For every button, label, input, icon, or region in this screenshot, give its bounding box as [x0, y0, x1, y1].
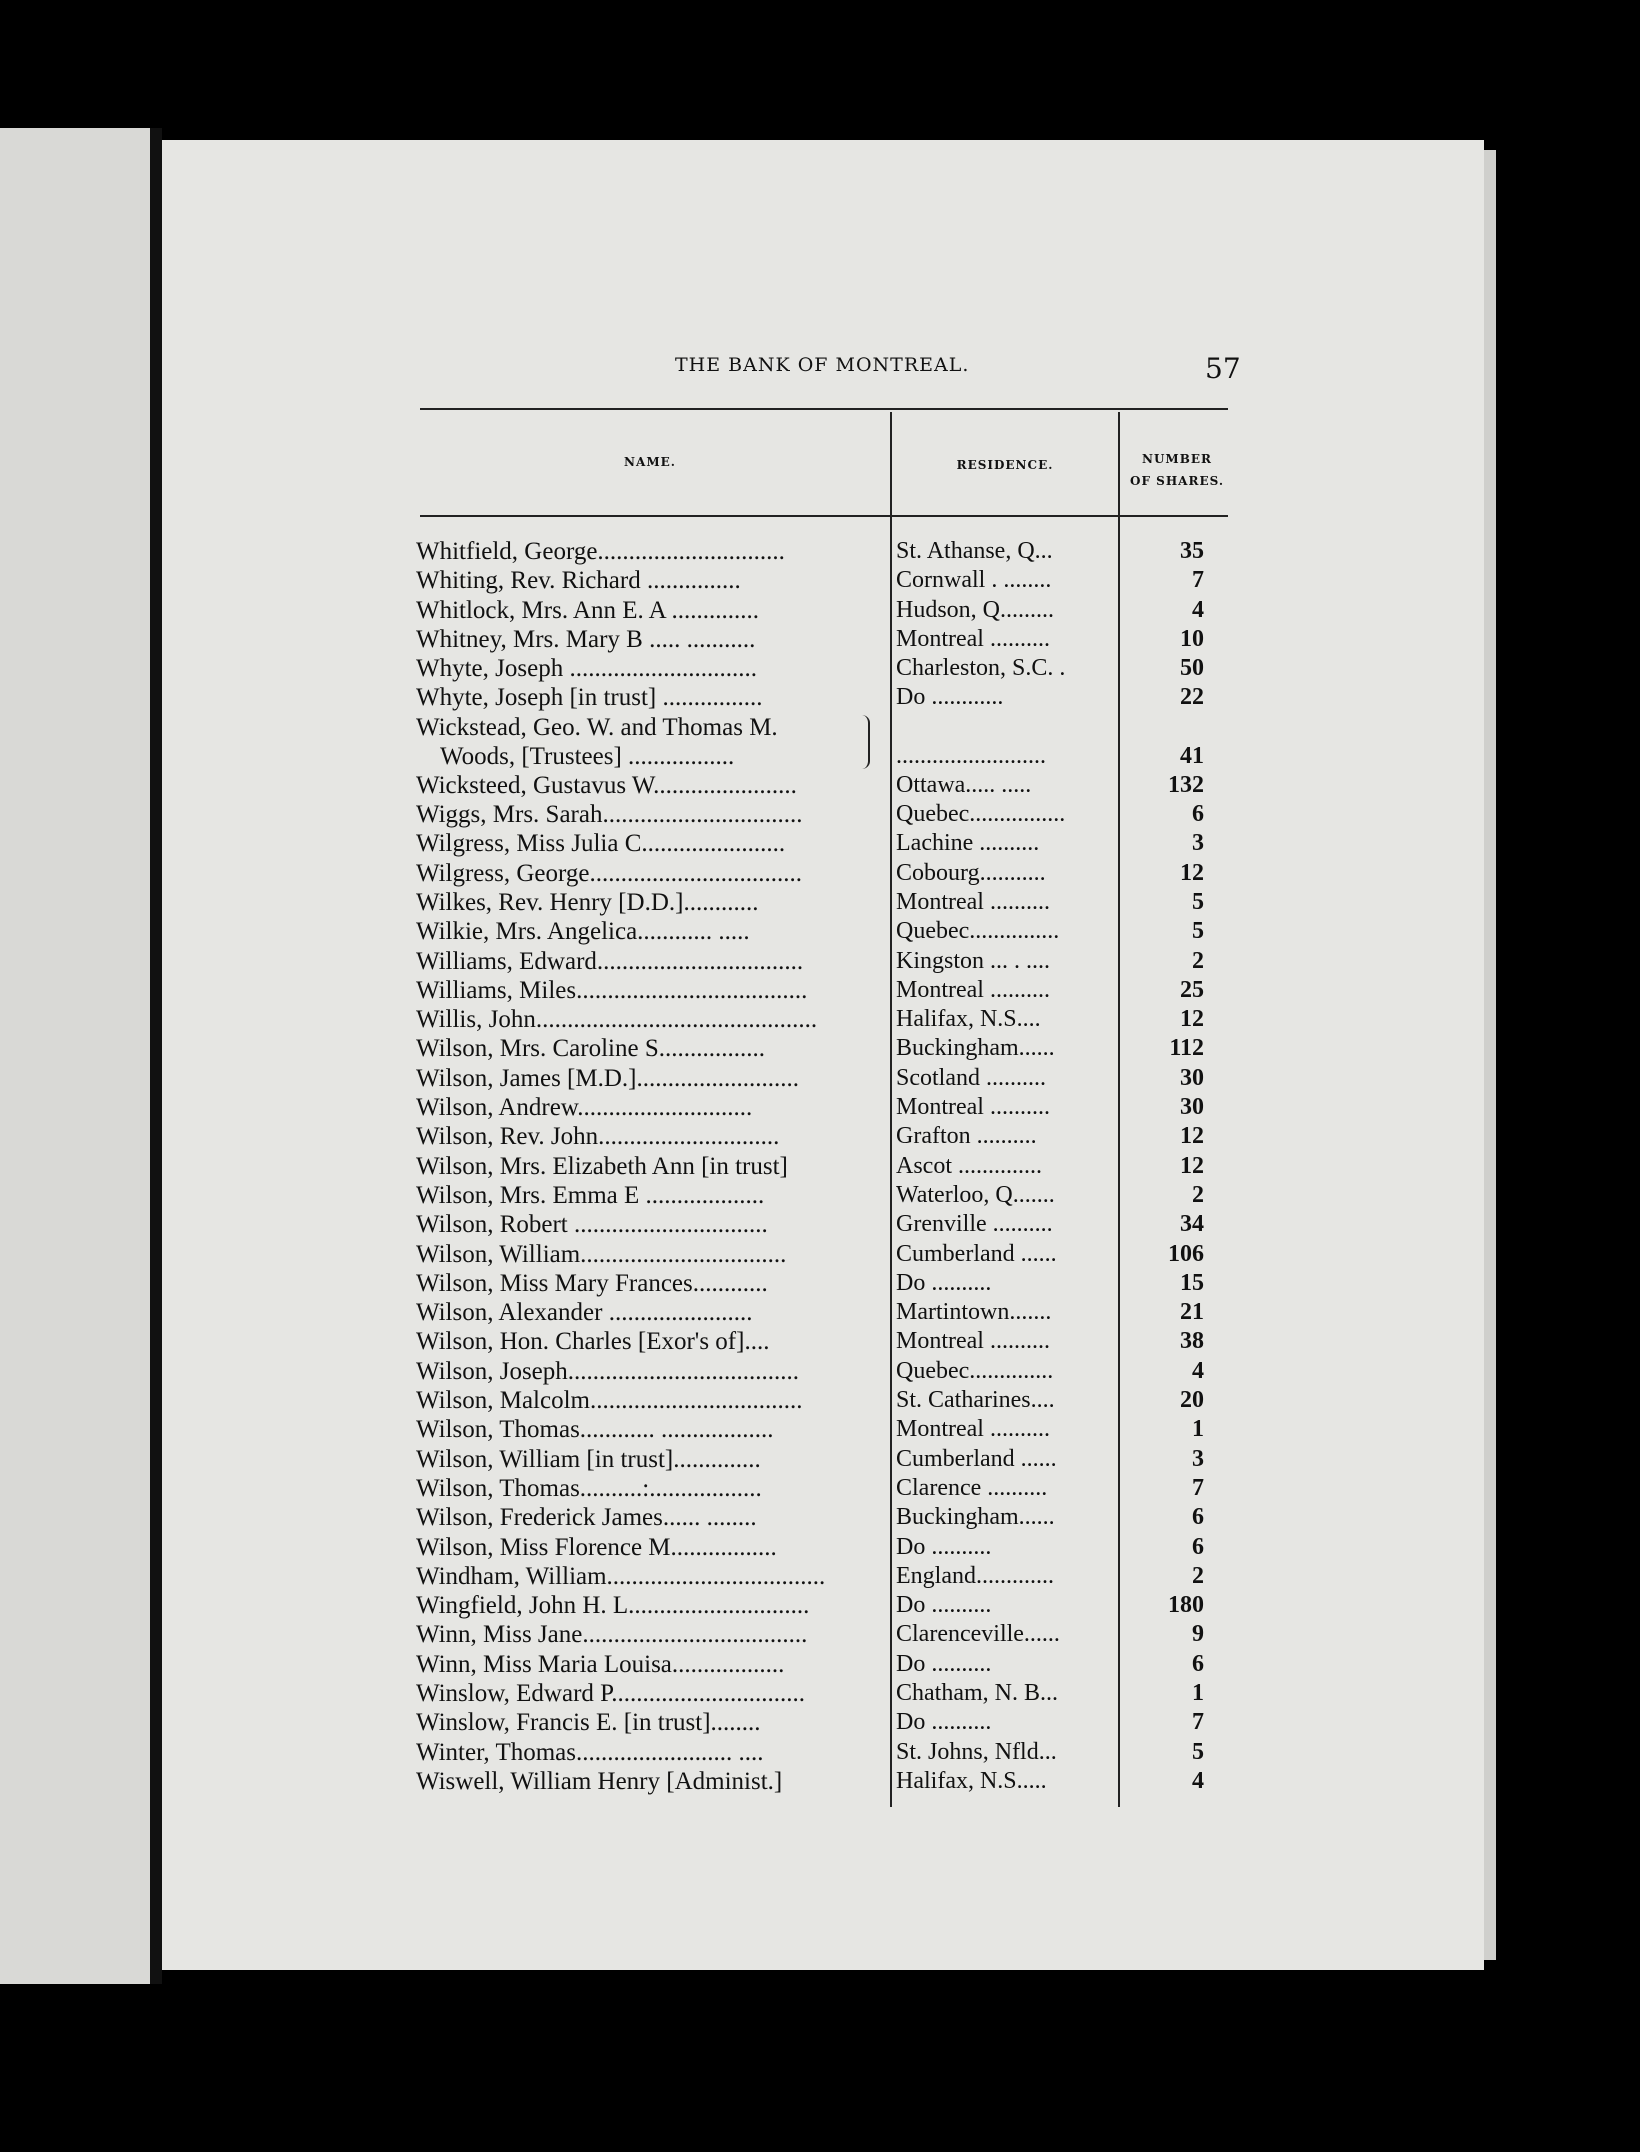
residence: Chatham, N. B...	[896, 1679, 1058, 1706]
number-of-shares: 6	[1192, 1504, 1204, 1531]
number-of-shares: 6	[1192, 1650, 1204, 1677]
shareholder-name: Wilson, Mrs. Elizabeth Ann [in trust]	[416, 1152, 788, 1180]
number-of-shares: 7	[1192, 567, 1204, 594]
table-row	[400, 566, 1230, 595]
number-of-shares: 9	[1192, 1621, 1204, 1648]
table-row	[400, 1738, 1230, 1767]
number-of-shares: 2	[1192, 947, 1204, 974]
shareholder-name: Williams, Miles.....................................	[416, 976, 808, 1004]
residence: Montreal ..........	[896, 1328, 1050, 1355]
shareholder-name: Wilson, Mrs. Emma E ...................	[416, 1181, 765, 1209]
shareholder-name: Wilson, Miss Florence M.................	[416, 1533, 777, 1561]
table-row	[400, 654, 1230, 683]
table-row	[400, 1152, 1230, 1181]
number-of-shares: 3	[1192, 1445, 1204, 1472]
shareholder-name: Willis, John.............................................	[416, 1006, 818, 1034]
residence: Cobourg...........	[896, 859, 1046, 886]
table-row	[400, 800, 1230, 829]
shareholder-name-line1: Wickstead, Geo. W. and Thomas M.	[416, 713, 778, 741]
table-row	[400, 1503, 1230, 1532]
residence: Montreal ..........	[896, 1094, 1050, 1121]
residence: Halifax, N.S....	[896, 1006, 1041, 1033]
table-row	[400, 625, 1230, 654]
table-row	[400, 1708, 1230, 1737]
shareholder-name: Wilson, Rev. John.............................	[416, 1123, 780, 1151]
table-row	[400, 888, 1230, 917]
residence: Do ..........	[896, 1709, 992, 1736]
number-of-shares: 30	[1180, 1094, 1204, 1121]
table-row	[400, 1240, 1230, 1269]
number-of-shares: 4	[1192, 1767, 1204, 1794]
shareholder-name: Wilson, Robert ...............................	[416, 1211, 768, 1239]
shareholder-name: Wilgress, George..................................	[416, 859, 802, 887]
column-header-shares-line1: NUMBER	[1142, 452, 1212, 466]
residence: Martintown.......	[896, 1299, 1052, 1326]
number-of-shares: 50	[1180, 655, 1204, 682]
number-of-shares: 7	[1192, 1709, 1204, 1736]
shareholder-name: Winter, Thomas......................... ....	[416, 1738, 764, 1766]
table-row	[400, 1767, 1230, 1796]
shareholder-name: Wiswell, William Henry [Administ.]	[416, 1767, 783, 1795]
number-of-shares: 38	[1180, 1328, 1204, 1355]
shareholder-name: Williams, Edward.................................	[416, 947, 804, 975]
table-row	[400, 1591, 1230, 1620]
shareholder-name: Whitney, Mrs. Mary B ..... ...........	[416, 625, 756, 653]
number-of-shares: 5	[1192, 1738, 1204, 1765]
number-of-shares: 2	[1192, 1562, 1204, 1589]
table-row	[400, 1386, 1230, 1415]
residence: Do ..........	[896, 1592, 992, 1619]
column-header-residence: RESIDENCE.	[956, 458, 1054, 472]
number-of-shares: 20	[1180, 1387, 1204, 1414]
shareholder-name: Wilkie, Mrs. Angelica............ .....	[416, 918, 750, 946]
table-row	[400, 1533, 1230, 1562]
number-of-shares: 4	[1192, 1357, 1204, 1384]
page-number: 57	[1205, 352, 1241, 385]
running-title: THE BANK OF MONTREAL.	[675, 354, 970, 376]
residence: St. Johns, Nfld...	[896, 1738, 1057, 1765]
table-row	[400, 1210, 1230, 1239]
residence: Montreal ..........	[896, 976, 1050, 1003]
residence: Do ............	[896, 684, 1004, 711]
table-row	[400, 947, 1230, 976]
table-row	[400, 976, 1230, 1005]
page-edge	[1484, 150, 1496, 1960]
table-row	[400, 1357, 1230, 1386]
number-of-shares: 41	[1180, 742, 1204, 769]
residence: Charleston, S.C. .	[896, 655, 1066, 682]
number-of-shares: 5	[1192, 888, 1204, 915]
number-of-shares: 106	[1168, 1240, 1204, 1267]
residence: Lachine ..........	[896, 830, 1040, 857]
shareholder-name: Winslow, Edward P...............................	[416, 1679, 806, 1707]
residence: .........................	[896, 742, 1046, 769]
table-row	[400, 1005, 1230, 1034]
residence: Buckingham......	[896, 1035, 1055, 1062]
table-row	[400, 917, 1230, 946]
residence: Buckingham......	[896, 1504, 1055, 1531]
table-row	[400, 1474, 1230, 1503]
shareholder-name: Wilkes, Rev. Henry [D.D.]............	[416, 888, 759, 916]
shareholder-name: Whitfield, George..............................	[416, 538, 785, 565]
table-row	[400, 1093, 1230, 1122]
number-of-shares: 7	[1192, 1474, 1204, 1501]
number-of-shares: 180	[1168, 1592, 1204, 1619]
table-row	[400, 1064, 1230, 1093]
table-row	[400, 771, 1230, 800]
table-row	[400, 1650, 1230, 1679]
residence: Cornwall . ........	[896, 567, 1052, 594]
shareholder-name: Wilson, Andrew............................	[416, 1094, 753, 1122]
number-of-shares: 35	[1180, 538, 1204, 564]
number-of-shares: 34	[1180, 1211, 1204, 1238]
shareholder-name: Winn, Miss Maria Louisa..................	[416, 1650, 785, 1678]
shareholder-name: Wilson, Thomas............ ..................	[416, 1416, 774, 1444]
table-row	[400, 1181, 1230, 1210]
shareholder-list	[400, 537, 1230, 1796]
residence: Montreal ..........	[896, 625, 1050, 652]
table-row	[400, 713, 1230, 771]
residence: Do ..........	[896, 1269, 992, 1296]
number-of-shares: 15	[1180, 1269, 1204, 1296]
shareholder-name: Wilgress, Miss Julia C.......................	[416, 830, 786, 858]
number-of-shares: 6	[1192, 1533, 1204, 1560]
table-row	[400, 1562, 1230, 1591]
residence: Kingston ... . ....	[896, 947, 1051, 974]
shareholder-name: Wilson, Miss Mary Frances............	[416, 1269, 768, 1297]
number-of-shares: 22	[1180, 684, 1204, 711]
residence: St. Catharines....	[896, 1387, 1055, 1414]
residence: Montreal ..........	[896, 1416, 1050, 1443]
residence: Quebec................	[896, 801, 1066, 828]
number-of-shares: 6	[1192, 801, 1204, 828]
residence: Scotland ..........	[896, 1064, 1046, 1091]
residence: Grenville ..........	[896, 1211, 1053, 1238]
table-row	[400, 537, 1230, 566]
table-row	[400, 1445, 1230, 1474]
number-of-shares: 2	[1192, 1181, 1204, 1208]
header-bottom-rule	[420, 515, 1228, 517]
shareholder-name	[416, 713, 881, 771]
column-header-shares	[1122, 448, 1232, 492]
number-of-shares: 10	[1180, 625, 1204, 652]
table-row	[400, 596, 1230, 625]
shareholder-name: Wicksteed, Gustavus W.......................	[416, 771, 797, 799]
shareholder-name: Wilson, Malcolm..................................	[416, 1387, 803, 1415]
shareholder-name: Whitlock, Mrs. Ann E. A ..............	[416, 596, 760, 624]
table-row	[400, 1327, 1230, 1356]
residence: Ascot ..............	[896, 1152, 1042, 1179]
shareholder-name: Wingfield, John H. L.............................	[416, 1592, 810, 1620]
residence: Do ..........	[896, 1533, 992, 1560]
number-of-shares: 21	[1180, 1299, 1204, 1326]
number-of-shares: 5	[1192, 918, 1204, 945]
shareholder-name: Wiggs, Mrs. Sarah................................	[416, 801, 803, 829]
table-row	[400, 829, 1230, 858]
number-of-shares: 112	[1169, 1035, 1204, 1062]
shareholder-name: Windham, William...................................	[416, 1562, 826, 1590]
shareholder-name: Wilson, Mrs. Caroline S.................	[416, 1035, 765, 1063]
shareholder-name: Winn, Miss Jane....................................	[416, 1621, 808, 1649]
number-of-shares: 25	[1180, 976, 1204, 1003]
shareholder-name-line2: Woods, [Trustees] .................	[440, 742, 735, 770]
column-header-name: NAME.	[624, 455, 676, 469]
table-row	[400, 1034, 1230, 1063]
residence: Hudson, Q.........	[896, 596, 1055, 623]
table-row	[400, 1298, 1230, 1327]
residence: Cumberland ......	[896, 1240, 1057, 1267]
residence: Clarence ..........	[896, 1474, 1048, 1501]
number-of-shares: 12	[1180, 1123, 1204, 1150]
table-row	[400, 1269, 1230, 1298]
shareholder-name: Wilson, James [M.D.]..........................	[416, 1064, 799, 1092]
shareholder-name: Wilson, William [in trust]..............	[416, 1445, 761, 1473]
number-of-shares: 1	[1192, 1679, 1204, 1706]
table-row	[400, 1620, 1230, 1649]
shareholder-name: Wilson, Thomas..........:..................	[416, 1474, 762, 1502]
residence: Ottawa..... .....	[896, 771, 1032, 798]
shareholder-name: Whyte, Joseph [in trust] ................	[416, 684, 763, 712]
table-row	[400, 859, 1230, 888]
shareholder-name: Wilson, Hon. Charles [Exor's of]....	[416, 1328, 770, 1356]
residence: England.............	[896, 1562, 1054, 1589]
number-of-shares: 30	[1180, 1064, 1204, 1091]
table-row	[400, 1679, 1230, 1708]
table-row	[400, 683, 1230, 712]
residence: Do ..........	[896, 1650, 992, 1677]
residence: Quebec...............	[896, 918, 1060, 945]
residence: Quebec..............	[896, 1357, 1054, 1384]
residence: St. Athanse, Q...	[896, 538, 1053, 564]
residence: Grafton ..........	[896, 1123, 1037, 1150]
left-page-edge	[0, 128, 158, 1984]
number-of-shares: 12	[1180, 1006, 1204, 1033]
shareholder-name: Wilson, William.................................	[416, 1240, 787, 1268]
table-row	[400, 1415, 1230, 1444]
shareholder-name: Whiting, Rev. Richard ...............	[416, 567, 741, 595]
number-of-shares: 3	[1192, 830, 1204, 857]
number-of-shares: 4	[1192, 596, 1204, 623]
residence: Waterloo, Q.......	[896, 1181, 1055, 1208]
residence: Clarenceville......	[896, 1621, 1060, 1648]
number-of-shares: 12	[1180, 1152, 1204, 1179]
gutter-shadow	[150, 128, 162, 1984]
shareholder-name: Wilson, Alexander .......................	[416, 1299, 753, 1327]
shareholder-name: Wilson, Frederick James...... ........	[416, 1504, 757, 1532]
number-of-shares: 12	[1180, 859, 1204, 886]
table-top-rule	[420, 408, 1228, 410]
shareholder-name: Wilson, Joseph.....................................	[416, 1357, 800, 1385]
residence: Montreal ..........	[896, 888, 1050, 915]
shareholder-name: Whyte, Joseph ..............................	[416, 655, 757, 683]
residence: Cumberland ......	[896, 1445, 1057, 1472]
table-row	[400, 1122, 1230, 1151]
number-of-shares: 1	[1192, 1416, 1204, 1443]
number-of-shares: 132	[1168, 771, 1204, 798]
shareholder-name: Winslow, Francis E. [in trust]........	[416, 1709, 761, 1737]
residence: Halifax, N.S.....	[896, 1767, 1047, 1794]
column-header-shares-line2: OF SHARES.	[1130, 474, 1224, 488]
